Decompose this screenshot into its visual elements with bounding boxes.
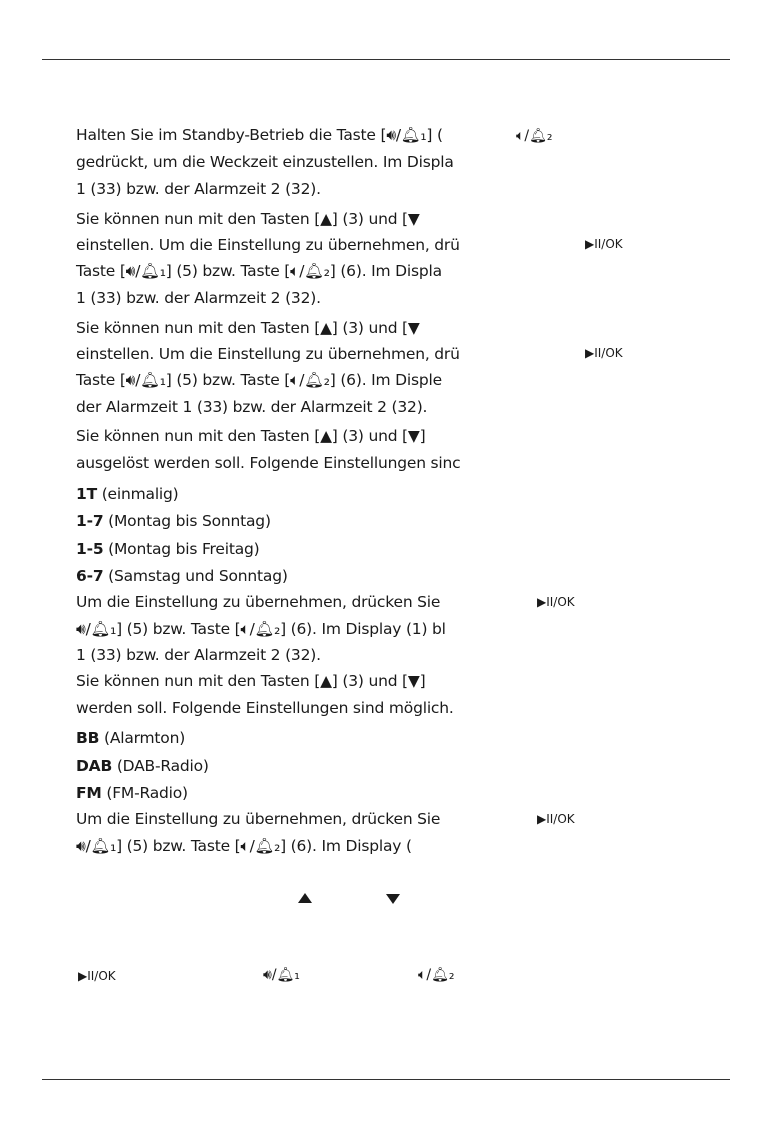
option-item [76, 567, 288, 585]
alarm2-symbol: 🔈︎/🔔︎₂ [516, 128, 553, 144]
text-line: Sie können nun mit den Tasten [▲] (3) und [▼] [76, 672, 426, 690]
play-ok-symbol: ▶︎II/OK [537, 812, 575, 826]
option-code: FM [76, 784, 102, 802]
option-desc: (einmalig) [101, 485, 179, 503]
alarm1-symbol: 🔊︎/🔔︎₁ [263, 967, 300, 983]
option-code: BB [76, 729, 100, 747]
option-desc: (DAB-Radio) [116, 757, 209, 775]
option-desc: (Alarmton) [103, 729, 186, 747]
option-item [76, 512, 271, 530]
option-code: 6-7 [76, 567, 104, 585]
option-code: 1T [76, 485, 97, 503]
text-line: Sie können nun mit den Tasten [▲] (3) und [▼ [76, 210, 420, 228]
option-item [76, 485, 179, 503]
text-line: ausgelöst werden soll. Folgende Einstellungen sinc [76, 454, 461, 472]
text-line: Taste [🔊︎/🔔︎₁] (5) bzw. Taste [🔈︎/🔔︎₂] (6). Im Displa [76, 262, 442, 280]
text-line: Um die Einstellung zu übernehmen, drücken Sie [76, 593, 441, 611]
text-line: 🔊︎/🔔︎₁] (5) bzw. Taste [🔈︎/🔔︎₂] (6). Im Display (1) bl [76, 620, 446, 638]
play-ok-symbol: ▶︎II/OK [537, 595, 575, 609]
option-desc: (Samstag und Sonntag) [108, 567, 288, 585]
option-desc: (FM-Radio) [106, 784, 188, 802]
option-item [76, 757, 209, 775]
arrow-up-icon [298, 893, 312, 903]
play-ok-symbol: ▶︎II/OK [78, 969, 116, 983]
option-code: 1-5 [76, 540, 104, 558]
text-line: werden soll. Folgende Einstellungen sind möglich. [76, 699, 454, 717]
text-line: einstellen. Um die Einstellung zu übernehmen, drü [76, 236, 460, 254]
text-line: Halten Sie im Standby-Betrieb die Taste [🔊︎/🔔︎₁] ( [76, 126, 443, 144]
option-item [76, 729, 185, 747]
text-line: Taste [🔊︎/🔔︎₁] (5) bzw. Taste [🔈︎/🔔︎₂] (6). Im Disple [76, 371, 442, 389]
text-line: gedrückt, um die Weckzeit einzustellen. Im Displa [76, 153, 454, 171]
text-line: Um die Einstellung zu übernehmen, drücken Sie [76, 810, 441, 828]
text-line: 1 (33) bzw. der Alarmzeit 2 (32). [76, 180, 321, 198]
text-line: Sie können nun mit den Tasten [▲] (3) und [▼] [76, 427, 426, 445]
text-line: der Alarmzeit 1 (33) bzw. der Alarmzeit 2 (32). [76, 398, 428, 416]
play-ok-symbol: ▶︎II/OK [585, 237, 623, 251]
footer-rule [42, 1079, 730, 1080]
text-line: 1 (33) bzw. der Alarmzeit 2 (32). [76, 289, 321, 307]
option-code: DAB [76, 757, 113, 775]
text-line: 🔊︎/🔔︎₁] (5) bzw. Taste [🔈︎/🔔︎₂] (6). Im Display ( [76, 837, 412, 855]
text-line: Sie können nun mit den Tasten [▲] (3) und [▼ [76, 319, 420, 337]
alarm2-symbol: 🔈︎/🔔︎₂ [418, 967, 455, 983]
option-code: 1-7 [76, 512, 104, 530]
option-desc: (Montag bis Sonntag) [108, 512, 271, 530]
arrow-down-icon [386, 894, 400, 904]
play-ok-symbol: ▶︎II/OK [585, 346, 623, 360]
text-line: 1 (33) bzw. der Alarmzeit 2 (32). [76, 646, 321, 664]
option-desc: (Montag bis Freitag) [108, 540, 260, 558]
text-line: einstellen. Um die Einstellung zu übernehmen, drü [76, 345, 460, 363]
option-item [76, 540, 259, 558]
option-item [76, 784, 188, 802]
